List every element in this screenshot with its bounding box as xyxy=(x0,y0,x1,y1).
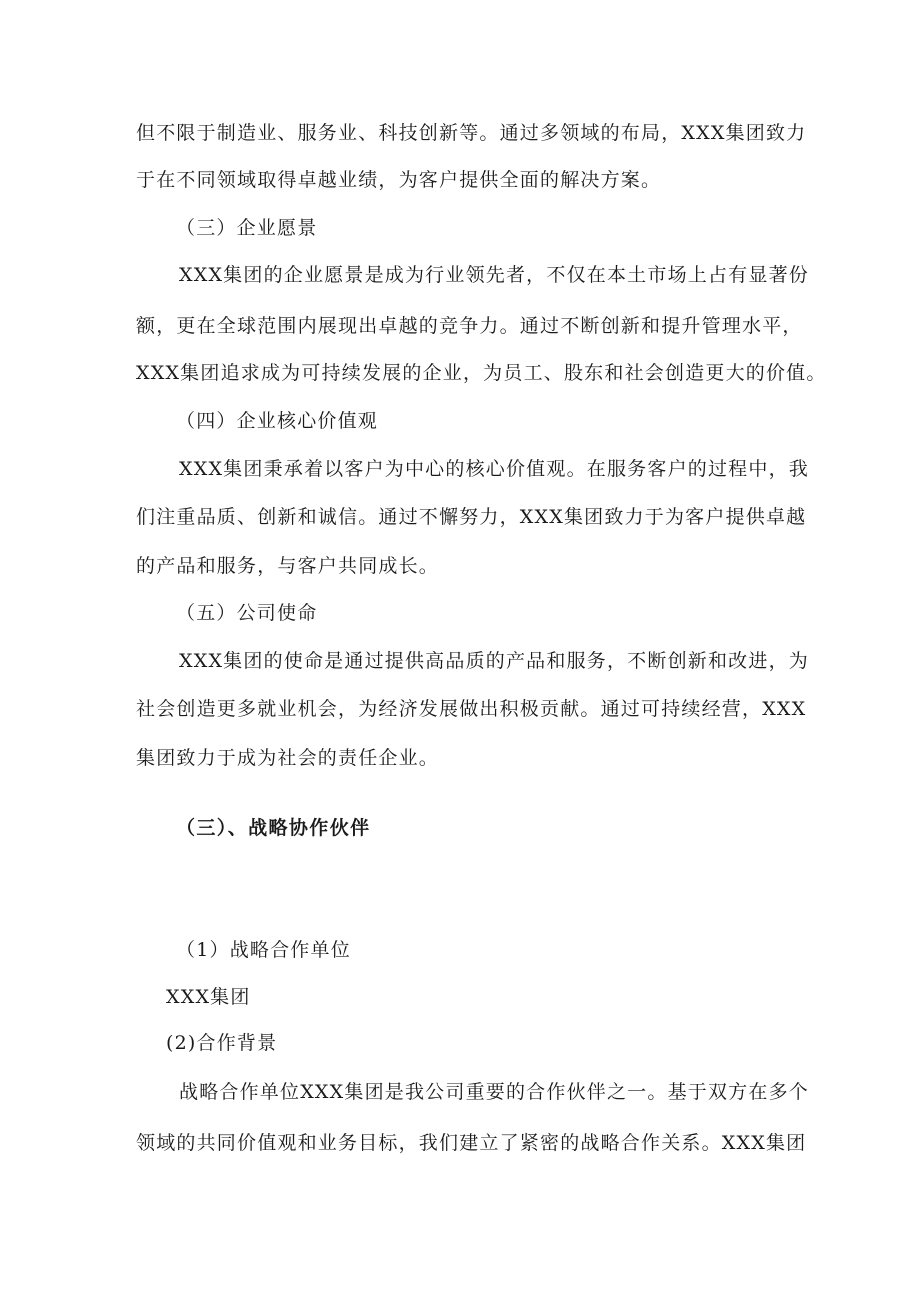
section-heading-mission: （五）公司使命 xyxy=(176,602,318,624)
subheading-cooperation-background: (2)合作背景 xyxy=(166,1032,278,1054)
paragraph-line: XXX集团的使命是通过提供高品质的产品和服务，不断创新和改进，为 xyxy=(179,650,809,672)
paragraph-line: XXX集团的企业愿景是成为行业领先者，不仅在本土市场上占有显著份 xyxy=(179,264,809,286)
paragraph-line: 于在不同领域取得卓越业绩，为客户提供全面的解决方案。 xyxy=(136,169,662,191)
paragraph-line: 社会创造更多就业机会，为经济发展做出积极贡献。通过可持续经营，XXX xyxy=(136,698,807,720)
paragraph-line: 战略合作单位XXX集团是我公司重要的合作伙伴之一。基于双方在多个 xyxy=(179,1081,809,1103)
paragraph-line: 集团致力于成为社会的责任企业。 xyxy=(136,747,440,769)
paragraph-line: 但不限于制造业、服务业、科技创新等。通过多领域的布局，XXX集团致力 xyxy=(136,122,807,144)
paragraph-line: 额，更在全球范围内展现出卓越的竞争力。通过不断创新和提升管理水平， xyxy=(136,315,803,337)
partner-name: XXX集团 xyxy=(166,986,251,1008)
paragraph-line: XXX集团秉承着以客户为中心的核心价值观。在服务客户的过程中，我 xyxy=(179,458,809,480)
paragraph-line: 的产品和服务，与客户共同成长。 xyxy=(136,555,440,577)
subheading-partner-unit: （1）战略合作单位 xyxy=(176,939,351,961)
section-heading-core-values: （四）企业核心价值观 xyxy=(176,410,379,432)
paragraph-line: 领域的共同价值观和业务目标，我们建立了紧密的战略合作关系。XXX集团 xyxy=(136,1132,807,1154)
paragraph-line: 们注重品质、创新和诚信。通过不懈努力，XXX集团致力于为客户提供卓越 xyxy=(136,506,807,528)
section-heading-vision: （三）企业愿景 xyxy=(176,217,318,239)
paragraph-line: XXX集团追求成为可持续发展的企业，为员工、股东和社会创造更大的价值。 xyxy=(136,362,827,384)
section-heading-strategic-partners: （三）、战略协作伙伴 xyxy=(176,817,371,839)
